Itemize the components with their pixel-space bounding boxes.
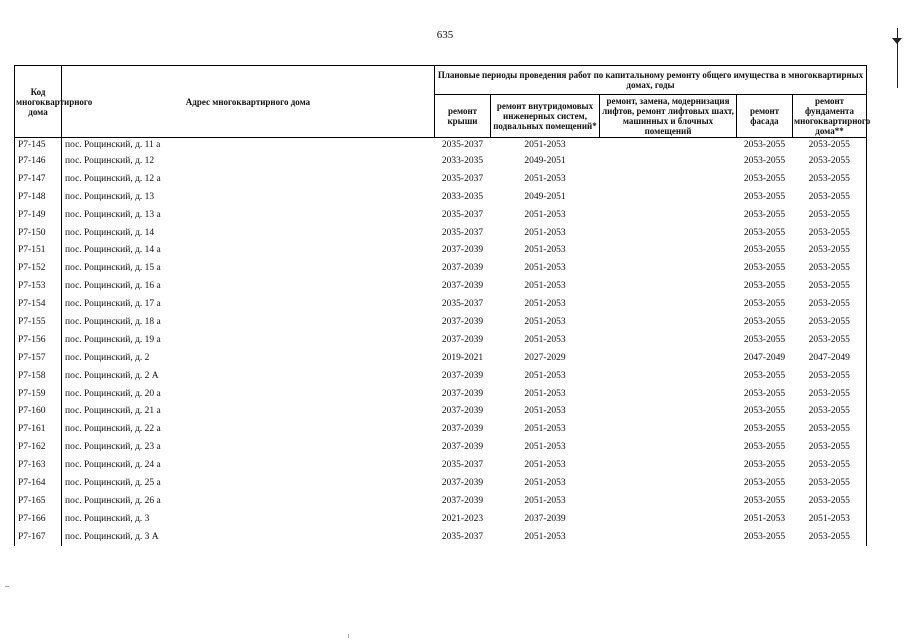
cell-foundation: 2053-2055 (793, 438, 867, 456)
cell-systems: 2051-2053 (524, 460, 566, 471)
cell-foundation: 2053-2055 (793, 259, 867, 277)
cell-facade: 2053-2055 (743, 281, 786, 292)
cell-facade: 2051-2053 (743, 513, 786, 524)
cell-roof: 2021-2023 (441, 513, 484, 524)
cell-foundation: 2053-2055 (793, 474, 867, 492)
cell-address: пос. Рощинский, д. 20 а (62, 385, 435, 403)
cell-foundation: 2051-2053 (793, 510, 867, 528)
cell-foundation: 2053-2055 (793, 295, 867, 313)
cell-roof: 2037-2039 (441, 334, 484, 345)
cell-elevators (600, 241, 737, 259)
cell-address: пос. Рощинский, д. 18 а (62, 313, 435, 331)
header-systems: ремонт внутридомовых инженерных систем, подвальных помещений* (491, 95, 600, 138)
cell-facade: 2053-2055 (743, 334, 786, 345)
cell-elevators (600, 206, 737, 224)
scan-artifact (348, 634, 349, 638)
cell-systems: 2051-2053 (524, 442, 566, 453)
cell-systems: 2027-2029 (524, 352, 566, 363)
cell-facade: 2053-2055 (743, 388, 786, 399)
cell-elevators (600, 170, 737, 188)
cell-foundation: 2053-2055 (793, 241, 867, 259)
cell-address: пос. Рощинский, д. 3 А (62, 528, 435, 546)
cell-facade: 2053-2055 (743, 316, 786, 327)
cell-systems: 2051-2053 (524, 245, 566, 256)
cell-facade: 2053-2055 (743, 495, 786, 506)
cell-code: Р7-157 (15, 349, 62, 367)
cell-systems: 2051-2053 (524, 477, 566, 488)
cell-roof: 2035-2037 (441, 460, 484, 471)
cell-systems: 2051-2053 (524, 140, 566, 150)
table-row (15, 367, 867, 385)
cell-facade: 2053-2055 (743, 191, 786, 202)
table-row (15, 420, 867, 438)
cell-address: пос. Рощинский, д. 21 а (62, 402, 435, 420)
header-elevators: ремонт, замена, модернизация лифтов, ремонт лифтовых шахт, машинных и блочных помещений (600, 95, 737, 138)
cell-elevators (600, 492, 737, 510)
cell-address: пос. Рощинский, д. 15 а (62, 259, 435, 277)
cell-elevators (600, 385, 737, 403)
cell-address: пос. Рощинский, д. 12 (62, 152, 435, 170)
cell-facade: 2053-2055 (743, 299, 786, 310)
cell-elevators (600, 188, 737, 206)
cell-roof: 2035-2037 (441, 140, 484, 150)
cell-facade: 2053-2055 (743, 424, 786, 435)
cell-code: Р7-164 (15, 474, 62, 492)
cell-code: Р7-152 (15, 259, 62, 277)
cell-foundation: 2047-2049 (793, 349, 867, 367)
cell-code: Р7-151 (15, 241, 62, 259)
cell-address: пос. Рощинский, д. 3 (62, 510, 435, 528)
cell-elevators (600, 510, 737, 528)
table-row (15, 528, 867, 546)
cell-foundation: 2053-2055 (793, 402, 867, 420)
cell-facade: 2053-2055 (743, 245, 786, 256)
cell-systems: 2051-2053 (524, 334, 566, 345)
cell-systems: 2037-2039 (524, 513, 566, 524)
cell-systems: 2051-2053 (524, 209, 566, 220)
table-row (15, 277, 867, 295)
cell-roof: 2037-2039 (441, 316, 484, 327)
cell-systems: 2049-2051 (524, 191, 566, 202)
page-edge-line (897, 28, 898, 88)
cell-address: пос. Рощинский, д. 16 а (62, 277, 435, 295)
cell-elevators (600, 349, 737, 367)
scroll-arrow-icon (892, 38, 902, 44)
cell-code: Р7-145 (15, 138, 62, 153)
cell-systems: 2051-2053 (524, 263, 566, 274)
cell-code: Р7-156 (15, 331, 62, 349)
cell-code: Р7-161 (15, 420, 62, 438)
cell-roof: 2033-2035 (441, 191, 484, 202)
table-row (15, 241, 867, 259)
table-row (15, 313, 867, 331)
cell-foundation: 2053-2055 (793, 331, 867, 349)
cell-systems: 2051-2053 (524, 281, 566, 292)
cell-facade: 2053-2055 (743, 209, 786, 220)
cell-roof: 2033-2035 (441, 155, 484, 166)
cell-elevators (600, 295, 737, 313)
cell-elevators (600, 277, 737, 295)
cell-systems: 2051-2053 (524, 406, 566, 417)
cell-code: Р7-153 (15, 277, 62, 295)
cell-facade: 2053-2055 (743, 173, 786, 184)
cell-code: Р7-160 (15, 402, 62, 420)
table-row (15, 224, 867, 242)
cell-systems: 2051-2053 (524, 370, 566, 381)
cell-roof: 2037-2039 (441, 477, 484, 488)
cell-elevators (600, 331, 737, 349)
table-row (15, 170, 867, 188)
cell-roof: 2037-2039 (441, 406, 484, 417)
cell-code: Р7-165 (15, 492, 62, 510)
header-code: Код многоквартирного дома (15, 66, 62, 138)
table-row (15, 349, 867, 367)
cell-code: Р7-159 (15, 385, 62, 403)
cell-elevators (600, 259, 737, 277)
table-row (15, 188, 867, 206)
cell-code: Р7-149 (15, 206, 62, 224)
table-row (15, 438, 867, 456)
cell-systems: 2051-2053 (524, 227, 566, 238)
cell-address: пос. Рощинский, д. 14 а (62, 241, 435, 259)
cell-address: пос. Рощинский, д. 11 а (62, 138, 435, 153)
cell-systems: 2051-2053 (524, 495, 566, 506)
cell-roof: 2037-2039 (441, 281, 484, 292)
cell-roof: 2035-2037 (441, 299, 484, 310)
cell-foundation: 2053-2055 (793, 420, 867, 438)
cell-elevators (600, 224, 737, 242)
cell-address: пос. Рощинский, д. 25 а (62, 474, 435, 492)
cell-elevators (600, 313, 737, 331)
cell-code: Р7-150 (15, 224, 62, 242)
cell-foundation: 2053-2055 (793, 492, 867, 510)
cell-roof: 2037-2039 (441, 370, 484, 381)
cell-foundation: 2053-2055 (793, 385, 867, 403)
header-facade: ремонт фасада (737, 95, 793, 138)
cell-systems: 2051-2053 (524, 173, 566, 184)
cell-elevators (600, 474, 737, 492)
cell-foundation: 2053-2055 (793, 456, 867, 474)
cell-elevators (600, 367, 737, 385)
table-row (15, 492, 867, 510)
cell-facade: 2053-2055 (743, 227, 786, 238)
cell-roof: 2035-2037 (441, 209, 484, 220)
cell-code: Р7-147 (15, 170, 62, 188)
table-row (15, 259, 867, 277)
cell-address: пос. Рощинский, д. 24 а (62, 456, 435, 474)
table-row (15, 206, 867, 224)
cell-foundation: 2053-2055 (793, 528, 867, 546)
table-row (15, 331, 867, 349)
cell-systems: 2051-2053 (524, 316, 566, 327)
cell-address: пос. Рощинский, д. 17 а (62, 295, 435, 313)
cell-foundation: 2053-2055 (793, 206, 867, 224)
cell-roof: 2037-2039 (441, 245, 484, 256)
cell-foundation: 2053-2055 (793, 152, 867, 170)
cell-foundation: 2053-2055 (793, 224, 867, 242)
table-row (15, 402, 867, 420)
cell-code: Р7-167 (15, 528, 62, 546)
cell-facade: 2053-2055 (743, 155, 786, 166)
cell-facade: 2053-2055 (743, 442, 786, 453)
cell-facade: 2053-2055 (743, 460, 786, 471)
cell-elevators (600, 420, 737, 438)
cell-roof: 2037-2039 (441, 263, 484, 274)
cell-address: пос. Рощинский, д. 22 а (62, 420, 435, 438)
cell-address: пос. Рощинский, д. 12 а (62, 170, 435, 188)
cell-address: пос. Рощинский, д. 26 а (62, 492, 435, 510)
cell-foundation: 2053-2055 (793, 170, 867, 188)
table-row (15, 138, 867, 153)
header-foundation: ремонт фундамента многоквартирного дома** (794, 96, 871, 136)
cell-facade: 2053-2055 (743, 531, 786, 542)
cell-facade: 2053-2055 (743, 140, 786, 150)
cell-roof: 2037-2039 (441, 442, 484, 453)
cell-code: Р7-163 (15, 456, 62, 474)
cell-elevators (600, 138, 737, 153)
cell-code: Р7-162 (15, 438, 62, 456)
table-row (15, 510, 867, 528)
cell-systems: 2051-2053 (524, 531, 566, 542)
page-number: 635 (436, 29, 454, 41)
cell-code: Р7-155 (15, 313, 62, 331)
repair-schedule-table (14, 65, 871, 546)
cell-address: пос. Рощинский, д. 19 а (62, 331, 435, 349)
cell-systems: 2051-2053 (524, 299, 566, 310)
cell-address: пос. Рощинский, д. 2 А (62, 367, 435, 385)
cell-systems: 2049-2051 (524, 155, 566, 166)
cell-roof: 2037-2039 (441, 495, 484, 506)
cell-elevators (600, 152, 737, 170)
table-row (15, 456, 867, 474)
header-planned-periods: Плановые периоды проведения работ по капитальному ремонту общего имущества в многоквартирных домах, годы (435, 66, 867, 95)
cell-roof: 2035-2037 (441, 227, 484, 238)
cell-address: пос. Рощинский, д. 13 а (62, 206, 435, 224)
cell-elevators (600, 438, 737, 456)
scan-artifact (5, 586, 9, 587)
cell-facade: 2047-2049 (743, 352, 786, 363)
cell-code: Р7-148 (15, 188, 62, 206)
cell-facade: 2053-2055 (743, 370, 786, 381)
cell-roof: 2035-2037 (441, 173, 484, 184)
cell-code: Р7-166 (15, 510, 62, 528)
table-body (15, 138, 867, 546)
cell-roof: 2019-2021 (441, 352, 484, 363)
table-row (15, 295, 867, 313)
header-address: Адрес многоквартирного дома (62, 66, 435, 138)
cell-roof: 2037-2039 (441, 424, 484, 435)
cell-address: пос. Рощинский, д. 2 (62, 349, 435, 367)
table-row (15, 385, 867, 403)
cell-address: пос. Рощинский, д. 23 а (62, 438, 435, 456)
cell-foundation: 2053-2055 (793, 367, 867, 385)
cell-foundation: 2053-2055 (793, 277, 867, 295)
table-row (15, 474, 867, 492)
cell-code: Р7-146 (15, 152, 62, 170)
cell-foundation: 2053-2055 (793, 188, 867, 206)
cell-systems: 2051-2053 (524, 388, 566, 399)
cell-code: Р7-158 (15, 367, 62, 385)
cell-elevators (600, 528, 737, 546)
cell-systems: 2051-2053 (524, 424, 566, 435)
cell-foundation: 2053-2055 (793, 313, 867, 331)
cell-address: пос. Рощинский, д. 14 (62, 224, 435, 242)
cell-facade: 2053-2055 (743, 406, 786, 417)
cell-address: пос. Рощинский, д. 13 (62, 188, 435, 206)
table-row (15, 152, 867, 170)
cell-roof: 2037-2039 (441, 388, 484, 399)
cell-elevators (600, 402, 737, 420)
header-roof: ремонт крыши (435, 95, 491, 138)
cell-facade: 2053-2055 (743, 477, 786, 488)
cell-code: Р7-154 (15, 295, 62, 313)
cell-roof: 2035-2037 (441, 531, 484, 542)
cell-foundation: 2053-2055 (793, 138, 867, 153)
cell-facade: 2053-2055 (743, 263, 786, 274)
cell-elevators (600, 456, 737, 474)
